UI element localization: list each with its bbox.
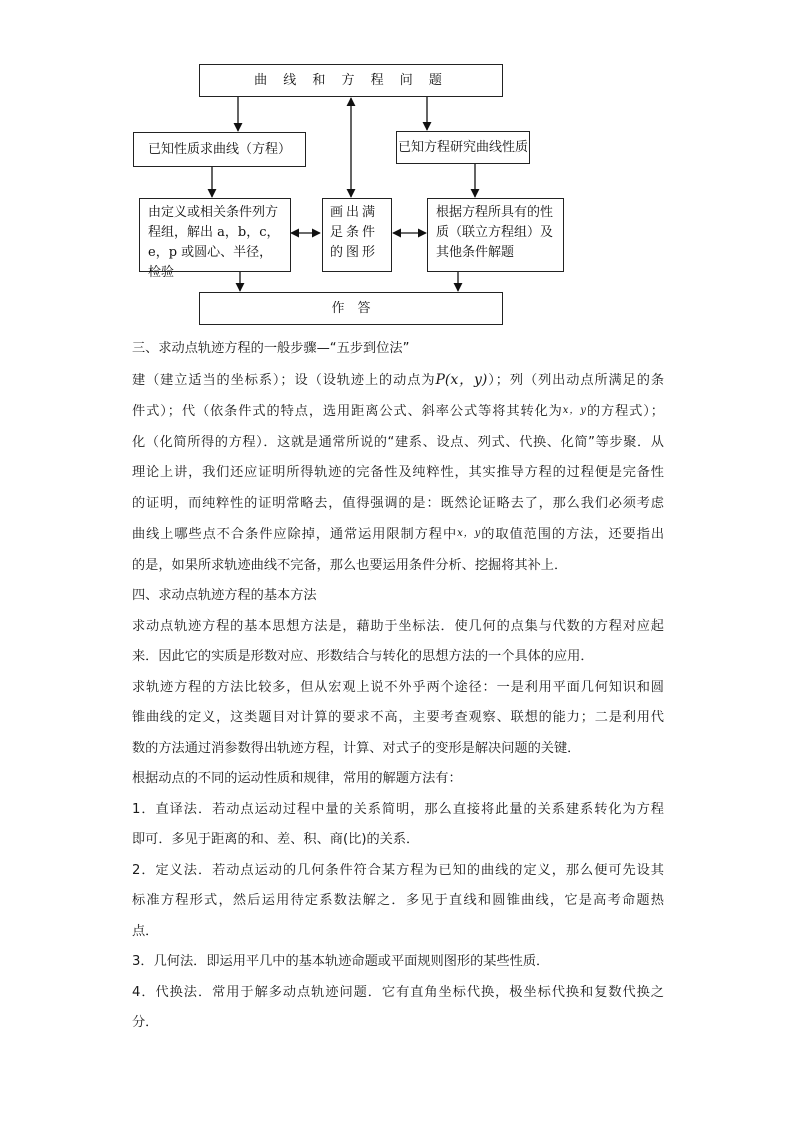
method-4-line-1: 4．代换法．常用于解多动点轨迹问题．它有直角坐标代换，极坐标代换和复数代换之	[132, 984, 664, 1000]
text-span: ）；列（列出动点所满足的条	[487, 372, 665, 388]
flowchart-answer-box	[199, 292, 503, 325]
method-2-line-2: 标准方程形式，然后运用待定系数法解之．多见于直线和圆锥曲线，它是高考命题热	[132, 893, 664, 908]
flowchart-arrows	[0, 0, 794, 334]
section3-line-3: 化（化简所得的方程）．这就是通常所说的“建系、设点、列式、代换、化简”等步聚．从	[132, 434, 664, 450]
xy-variables: x，y	[457, 528, 481, 539]
flowchart-right-label: 已知方程研究曲线性质	[397, 139, 528, 155]
section4-line-4: 锥曲线的定义，这类题目对计算的要求不高，主要考查观察、联想的能力；二是利用代	[132, 710, 664, 725]
flowchart-left-box	[133, 132, 306, 167]
method-1-line-1: 1．直译法．若动点运动过程中量的关系简明，那么直接将此量的关系建系转化为方程	[132, 801, 664, 817]
point-notation: P(x，y)	[435, 371, 488, 388]
section3-line-6	[132, 519, 664, 551]
section4-line-3: 求轨迹方程的方法比较多，但从宏观上说不外乎两个途径：一是利用平面几何知识和圆	[132, 679, 664, 695]
flowchart-middle-label: 画出满足条件的图形	[330, 205, 379, 260]
text-span: 曲线上哪些点不合条件应除掉，通常运用限制方程中	[132, 527, 458, 542]
flowchart-lower-left-label: 由定义或相关条件列方程组，解出 a，b，c，e，p 或圆心、半径，检验	[148, 205, 280, 280]
method-2-line-1: 2．定义法．若动点运动的几何条件符合某方程为已知的曲线的定义，那么便可先设其	[132, 862, 664, 878]
section4-heading: 四、求动点轨迹方程的基本方法	[132, 588, 317, 603]
flowchart-lower-right-box	[427, 198, 564, 272]
text-span: 的方程式）；	[585, 404, 664, 419]
text-body	[132, 334, 664, 1039]
section4-line-1: 求动点轨迹方程的基本思想方法是，藉助于坐标法．使几何的点集与代数的方程对应起	[132, 618, 664, 634]
flowchart-middle-box	[322, 198, 392, 272]
section3-line-7: 的是，如果所求轨迹曲线不完备，那么也要运用条件分析、挖掘将其补上．	[132, 557, 568, 573]
section3-heading: 三、求动点轨迹方程的一般步骤—“五步到位法”	[132, 341, 410, 356]
section3-line-5: 的证明，而纯粹性的证明常略去，值得强调的是：既然论证略去了，那么我们必须考虑	[132, 495, 664, 511]
xy-variables: x，y	[562, 405, 586, 416]
flowchart-left-label: 已知性质求曲线（方程）	[147, 141, 291, 157]
flowchart-top-label: 曲 线 和 方 程 问 题	[254, 72, 448, 88]
text-span: 件式）；代（依条件式的特点，选用距离公式、斜率公式等将其转化为	[132, 404, 563, 419]
section3-line-1	[132, 365, 664, 397]
flowchart-right-box	[396, 131, 530, 164]
method-1-line-2: 即可．多见于距离的和、差、积、商(比)的关系．	[132, 832, 420, 847]
flowchart-lower-right-label: 根据方程所具有的性质（联立方程组）及其他条件解题	[436, 205, 554, 260]
method-2-line-3: 点．	[132, 923, 159, 939]
flowchart-answer-label: 作 答	[331, 300, 371, 316]
section3-line-2	[132, 396, 664, 428]
flowchart-top-box	[199, 64, 503, 97]
section4-line-5: 数的方法通过消参数得出轨迹方程，计算、对式子的变形是解决问题的关键．	[132, 740, 581, 756]
method-4-line-2: 分．	[132, 1015, 159, 1030]
text-span: 建（建立适当的坐标系）；设（设轨迹上的动点为	[132, 372, 436, 388]
flowchart-lower-left-box	[139, 198, 291, 280]
section3-line-4: 理论上讲，我们还应证明所得轨迹的完备性及纯粹性，其实推导方程的过程便是完备性	[132, 465, 664, 480]
text-span: 的取值范围的方法，还要指出	[480, 527, 665, 542]
section4-line-2: 来．因此它的实质是形数对应、形数结合与转化的思想方法的一个具体的应用．	[132, 649, 594, 664]
method-3-line-1: 3．几何法．即运用平几中的基本轨迹命题或平面规则图形的某些性质．	[132, 954, 550, 969]
section4-line-6: 根据动点的不同的运动性质和规律，常用的解题方法有：	[132, 771, 462, 786]
